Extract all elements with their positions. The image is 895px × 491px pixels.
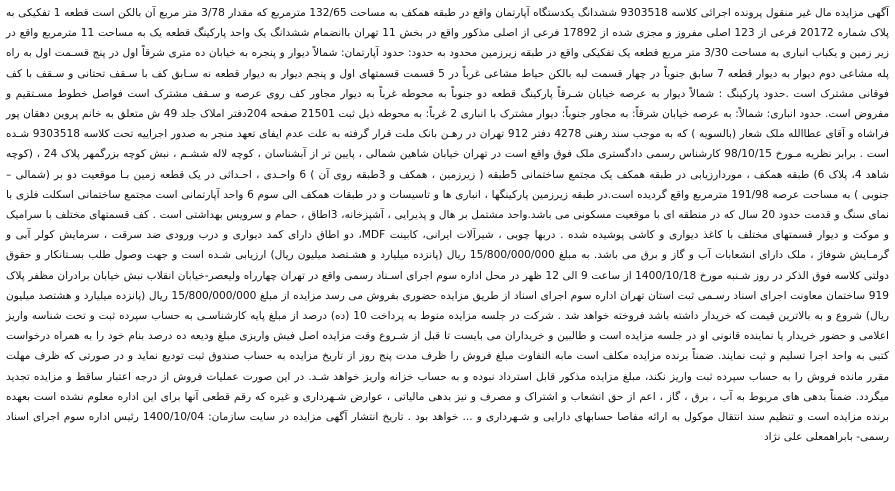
auction-notice-body: آگهی مزایده مال غیر منقول پرونده اجرائی کلاسه 9303518 ششدانگ یکدستگاه آپارتمان واقع در طبقه همکف به مساحت 132/65 مترمربع که مقدار 3/78 متر مربع آن بالکن است قطعه 1 تفکیکی به پلاک شماره 20172 فرعی از 123 اصلی مفروز و مجزی شده از 17892 فرعی از اصلی مذکور واقع در بخش 11 تهران باانضمام ششدانگ یک واحد پارکینگ قطعه یک به مساحت 11 مترمربع واقع در زیر زمین و یکباب انباری به مساحت 3/30 متر مربع قطعه یک تفکیکی واقع در طبقه زیرزمین محدود به حدود: حدود آپارتمان: شمالاً دیوار و پنجره به خیابان ده متری شرقاً اول در پنج قسـمت اول به راه پله مشاعی دوم دیوار به دیوار قطعه 7 سابق جنوباً در چهار قسمت لبه بالکن حیاط مشاعی غرباً در 5 قسمت قسمتهای اول و پنجم دیوار به دیوار قطعه نه سـابق کف با سـقف تحتانی و سـقف با کف فوقانی مشترک است .حدود پارکینگ : شمالاً دیوار به عرصه خیابان شـرقاً پارکینگ قطعه دو جنوباً به محوطه غرباً به دیوار مجاور کف روی عرصه و سـقف مشترک است فواصل خطوط مسـتقیم و مفروض است. حدود انباری: شمالاً: به عرصه خیابان شرقاً: به مجاور جنوباً: دیوار مشترک با انباری 2 غرباً: به محوطه ذیل ثبت 21501 صفحه 204دفتر املاک جلد 49 ش متعلق به خانم پروین دهقان پور فراشاه و آقای عطاالله ملک شعار (بالسویه ) که به موجب سند رهنی 4278 دفتر 912 تهران در رهـن بانک ملت قرار گرفته به علت عدم ایفای تعهد منجر به صدور اجراییه تحت کلاسه 9303518 شـده است . برابر نظریه مـورخ 98/10/15 کارشناس رسمی دادگستری ملک فوق واقع است در تهران خیابان شاهین شمالی ، پایین تر از آبشناسان ، کوچه لاله ششـم ، نبش کوچه بزرگمهر پلاک 24 ، (کوچه شاهد 4، پلاک 6) طبقه همکف ، موردارزیابی در طبقه همکف یک مجتمع ساختمانی 5طبقه ( زیرزمین ، همکف و 3طبقه روی آن ) 6 واحـدی ، احـداثی در یک قطعه زمین بـا موقعیت دو بر (شمالی – جنوبی ) به مساحت عرصه 191/98 مترمربع واقع گردیده است.در طبقه زیرزمین پارکینگها ، انباری ها و تاسیسات و در طبقات همکف الی سوم 6 واحد آپارتمانی است مجتمع ساختمانی اسکلت فلزی با نمای سنگ و قدمت حدود 20 سال که در منطقه ای با موقعیت مسکونی می باشد.واحد مشتمل بر هال و پذیرایی ، آشپزخانه، 3اطاق ، حمام و سرویس بهداشتی است . کف قسمتهای مختلف با سرامیک و موکت و دیوار قسمتهای مختلف با کاغذ دیواری و کاشی پوشیده شده . دربها چوبی ، شیرآلات ایرانی، کابینت MDF، دو اطاق دارای کمد دیواری و درب ورودی ضد سرقت ، سرمایش کولر آبی و گرمـایش شوفاژ ، ملک دارای انشعابات آب و گاز و برق می باشد. به مبلغ 15/800/000/000 ریال (پانزده میلیارد و هشـتصد میلیون ریال) ارزیابی شـده است و جهت وصول طلب بسـتانکار و حقوق دولتی کلاسه فوق الذکر در روز شـنبه مورخ 1400/10/18 از ساعت 9 الی 12 ظهر در محل اداره سوم اجرای اسـناد رسمی واقع در تهران چهارراه ولیعصر-خیابان انقلاب نبش خیابان برادران مظفر پلاک 919 ساختمان معاونت اجرای اسناد رسـمی ثبت استان تهران اداره سوم اجرای اسناد از طریق مزایده حضوری بفروش می رسد مزایده از مبلغ 15/800/000/000 ریال (پانزده میلیارد و هشتصد میلیون ریال) شروع و به بالاترین قیمت که خریدار داشته باشد فروخته خواهد شد . شرکت در جلسه مزایده منوط به پرداخت 10 (ده) درصد از مبلغ پایه کارشناسـی به حساب سپرده ثبت و تحت شناسه واریز اعلامی و حضور خریدار یا نماینده قانونی او در جلسه مزایده است و طالبین و خریداران می بایست تا قبل از شـروع وقت مزایده اصل فیش واریزی مبلغ ودیعه ده درصد بنام خود را به همراه درخواست کتبی به واحد اجرا تسلیم و ثبت نمایند. ضمناً برنده مزایده مکلف است مابه التفاوت مبلغ فروش را ظرف مدت پنج روز از تاریخ مزایده به حساب صندوق ثبت تودیع نماید و در صورتی که ظرف مهلت مقرر مانده فروش را به حساب سپرده ثبت واریز نکند، مبلغ مزایده مذکور قابل استرداد نبوده و به حساب خزانه واریز خواهد شـد. در این صورت عملیات فروش از درجه اعتبار ساقط و مزایده تجدید میگردد. ضمناً بدهی های مربوط به آب ، برق ، گاز ، اعم از حق انشعاب و اشتراک و مصرف و نیز بدهی مالیاتی ، عوارض شـهرداری و غیره که رقم قطعی آنها برای این اداره معلوم نشده است بعهده برنده مزایده است و تنظیم سند انتقال موکول به ارائه مفاصا حسابهای دارایی و شـهرداری و ... خواهد بود . تاریخ انتشار آگهی مزایده در سایت سازمان: 1400/10/04 رئیس اداره سوم اجرای اسناد رسمی- بابراهمعلی علی نژاد — [6, 7, 890, 444]
